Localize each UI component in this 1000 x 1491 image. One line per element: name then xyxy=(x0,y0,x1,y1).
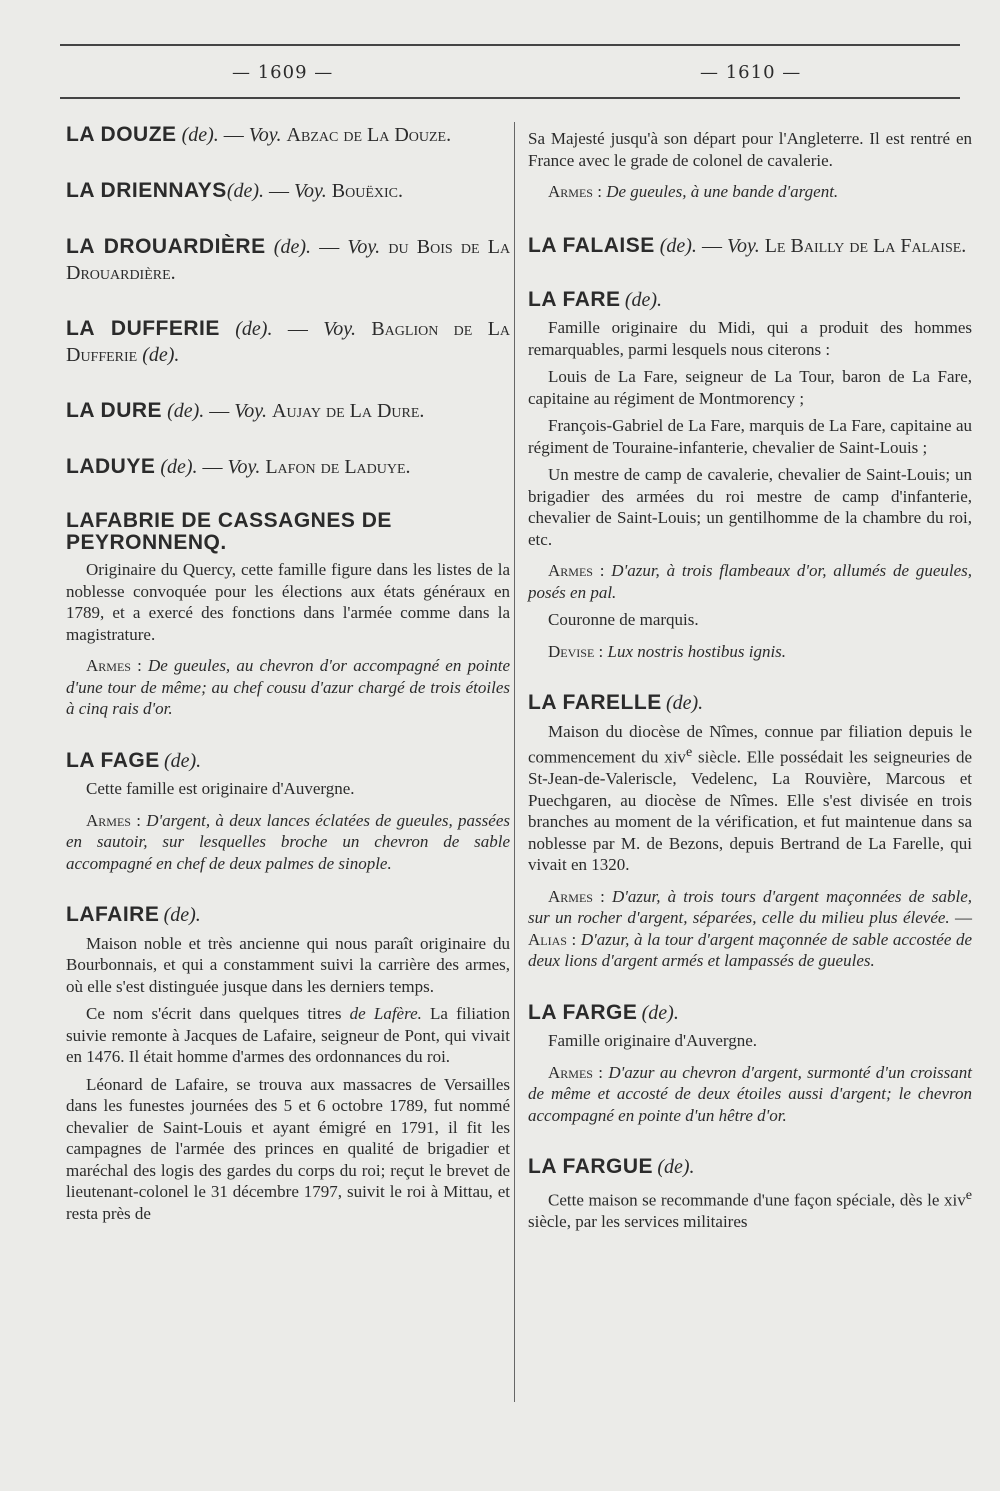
entry-la-driennays: LA DRIENNAYS(de). — Voy. Bouëxic. xyxy=(66,179,404,202)
right-column xyxy=(528,122,972,1262)
entry-name: LA FARE xyxy=(528,287,621,311)
entry-text: Un mestre de camp de cavalerie, chevalier de Saint-Louis; un brigadier des armées du roi mestre de camp d'infanterie, chevalier de Saint-Louis; un gentilhomme de la chambre du roi, etc. xyxy=(528,465,972,549)
entry-armes: Armes : D'azur, à trois flambeaux d'or, allumés de gueules, posés en pal. xyxy=(528,561,972,602)
entry-name: LA FAGE xyxy=(66,748,160,772)
top-rule xyxy=(60,44,960,46)
entry-couronne: Couronne de marquis. xyxy=(548,610,699,629)
entry-name: LA FARGUE xyxy=(528,1155,654,1179)
entry-laduye: LADUYE (de). — Voy. Lafon de Laduye. xyxy=(66,455,411,478)
entry-devise: Devise : Lux nostris hostibus ignis. xyxy=(548,641,787,661)
entry-text: Cette famille est originaire d'Auvergne. xyxy=(86,779,355,798)
column-divider xyxy=(514,122,515,1402)
entry-name: LA DURE xyxy=(66,399,163,422)
continued-entry xyxy=(528,128,972,203)
entry-text: Louis de La Fare, seigneur de La Tour, baron de La Fare, capitaine au régiment de Montmorency ; xyxy=(528,367,972,408)
entry-lafabrie xyxy=(66,510,510,720)
entry-armes: Armes : D'azur, à trois tours d'argent maçonnées de sable, sur un rocher d'argent, séparées, celle du milieu plus élevée. — Alias : D'azur, à la tour d'argent maçonnée de sable accostée de deux lions d'argent armés et lampassés de gueules. xyxy=(528,886,973,971)
entry-name: LAFABRIE DE CASSAGNES DE PEYRONNENQ. xyxy=(66,509,392,554)
entry-name: LA DRIENNAYS xyxy=(66,179,227,202)
entry-name: LADUYE xyxy=(66,455,156,478)
entry-text: François-Gabriel de La Fare, marquis de La Fare, capitaine au régiment de Touraine-infanterie, chevalier de Saint-Louis ; xyxy=(528,416,972,457)
header-rule xyxy=(60,97,960,99)
cross-reference: Baglion de La Dufferie xyxy=(66,318,511,366)
entry-text: Famille originaire du Midi, qui a produit des hommes remarquables, parmi lesquels nous citerons : xyxy=(528,318,972,359)
cross-reference: Le Bailly de La Falaise. xyxy=(764,234,967,257)
entry-name: LA DROUARDIÈRE xyxy=(66,235,266,258)
entry-text: Originaire du Quercy, cette famille figure dans les listes de la noblesse convoquée pour les élections aux états généraux en 1789, et a exercé des fonctions dans l'armée comme dans la magistrature. xyxy=(66,560,510,644)
entry-text: Famille originaire d'Auvergne. xyxy=(548,1031,758,1051)
entry-text: Maison noble et très ancienne qui nous paraît originaire du Bourbonnais, et qui a constamment suivi la carrière des armes, où elle s'est distinguée jusque dans les derniers temps. xyxy=(66,933,510,996)
entry-name: LA FARGE xyxy=(528,1000,638,1024)
entry-la-fage: LA FAGE (de). Cette famille est originaire d'Auvergne. Armes : D'argent, à deux lances éclatées de gueules, passées en sautoir, sur lesquelles broche un chevron de sable accompagné en chef de deux palmes de sinople. xyxy=(66,748,510,873)
entry-la-douze: LA DOUZE (de). — Voy. Abzac de La Douze. xyxy=(66,123,452,146)
entry-name: LA DOUZE xyxy=(66,123,177,146)
cross-reference: du Bois de La Drouardière. xyxy=(66,236,511,284)
page-number-right: — 1610 — xyxy=(700,62,802,83)
entry-la-fargue: LA FARGUE (de). Cette maison se recommande d'une façon spéciale, dès le xiv$^e$ siècle, par les services militaires xyxy=(528,1155,972,1231)
entry-armes: Armes : D'argent, à deux lances éclatées de gueules, passées en sautoir, sur lesquelles broche un chevron de sable accompagné en chef de deux palmes de sinople. xyxy=(66,810,510,873)
left-column xyxy=(66,122,510,1254)
entry-la-fare: LA FARE (de). Famille originaire du Midi, qui a produit des hommes remarquables, parmi lesquels nous citerons : Louis de La Fare, seigneur de La Tour, baron de La Fare, capitaine au régiment de Montmorency ; François-Gabriel de La Fare, marquis de La Fare, capitaine au régiment de Touraine-infanterie, chevalier de Saint-Louis ; Un mestre de camp de cavalerie, chevalier de Saint-Louis; un brigadier des armées du roi mestre de camp d'infanterie, chevalier de Saint-Louis; un gentilhomme de la chambre du roi, etc. Armes : D'azur, à trois flambeaux d'or, allumés de gueules, posés en pal. Couronne de marquis. Devise : Lux nostris hostibus ignis. xyxy=(528,287,972,661)
entry-text: Sa Majesté jusqu'à son départ pour l'Angleterre. Il est rentré en France avec le grade de colonel de cavalerie. xyxy=(528,129,972,170)
entry-la-drouardiere: LA DROUARDIÈRE (de). — Voy. du Bois de La Drouardière. xyxy=(66,235,511,284)
entry-text: Maison du diocèse de Nîmes, connue par filiation depuis le commencement du xiv$^e$ siècle. Elle possédait les seigneuries de St-Jean-de-Valeriscle, Vedelenc, La Rouvière, Marcous et Puechgaren, au diocèse de Nîmes. Elle s'est divisée en trois branches au moment de la vérification, et fut maintenue dans sa noblesse par M. de Bezons, depuis Bertrand de La Farelle, qui vivait en 1320. xyxy=(528,721,973,875)
page-number-left: — 1609 — xyxy=(232,62,334,83)
entry-la-farge: LA FARGE (de). Famille originaire d'Auvergne. Armes : D'azur au chevron d'argent, surmonté d'un croissant de même et accosté de deux étoiles aussi d'argent; le chevron accompagné en pointe d'un hêtre d'or. xyxy=(528,1000,973,1125)
entry-armes: Armes : D'azur au chevron d'argent, surmonté d'un croissant de même et accosté de deux étoiles aussi d'argent; le chevron accompagné en pointe d'un hêtre d'or. xyxy=(528,1062,973,1125)
entry-la-farelle: LA FARELLE (de). Maison du diocèse de Nîmes, connue par filiation depuis le commencement du xiv$^e$ siècle. Elle possédait les seigneuries de St-Jean-de-Valeriscle, Vedelenc, La Rouvière, Marcous et Puechgaren, au diocèse de Nîmes. Elle s'est divisée en trois branches au moment de la vérification, et fut maintenue dans sa noblesse par M. de Bezons, depuis Bertrand de La Farelle, qui vivait en 1320. Armes : D'azur, à trois tours d'argent maçonnées de sable, sur un rocher d'argent, séparées, celle du milieu plus élevée. — Alias : D'azur, à la tour d'argent maçonnée de sable accostée de deux lions d'argent armés et lampassés de gueules. xyxy=(528,691,973,971)
cross-reference: Lafon de Laduye. xyxy=(265,456,411,478)
entry-text: Cette maison se recommande d'une façon spéciale, dès le xiv$^e$ siècle, par les services militaires xyxy=(528,1186,972,1231)
cross-reference: Abzac de La Douze. xyxy=(286,124,452,146)
entry-armes: Armes : De gueules, à une bande d'argent. xyxy=(548,182,839,201)
entry-name: LA FARELLE xyxy=(528,691,662,714)
entry-name: LA FALAISE xyxy=(528,233,655,257)
entry-armes: Armes : De gueules, au chevron d'or accompagné en pointe d'une tour de même; au chef cousu d'azur chargé de trois étoiles à cinq rais d'or. xyxy=(66,656,510,718)
entry-la-dure: LA DURE (de). — Voy. Aujay de La Dure. xyxy=(66,399,425,422)
entry-name: LAFAIRE xyxy=(66,903,160,926)
entry-text: Ce nom s'écrit dans quelques titres de Lafère. La filiation suivie remonte à Jacques de Lafaire, seigneur de Pont, qui vivait en 1476. Il était homme d'armes des ordonnances du roi. xyxy=(66,1004,510,1066)
entry-la-falaise: LA FALAISE (de). — Voy. Le Bailly de La Falaise. xyxy=(528,233,967,257)
cross-reference: Bouëxic. xyxy=(331,180,404,202)
entry-lafaire: LAFAIRE (de). Maison noble et très ancienne qui nous paraît originaire du Bourbonnais, et qui a constamment suivi la carrière des armes, où elle s'est distinguée jusque dans les derniers temps. Ce nom s'écrit dans quelques titres de Lafère. La filiation suivie remonte à Jacques de Lafaire, seigneur de Pont, qui vivait en 1476. Il était homme d'armes des ordonnances du roi. Léonard de Lafaire, se trouva aux massacres de Versailles dans les funestes journées des 5 et 6 octobre 1789, fut nommé chevalier de Saint-Louis et ayant émigré en 1791, il fit les campagnes de l'armée des princes en qualité de brigadier et maréchal des logis des gardes du corps du roi; reçut le brevet de lieutenant-colonel le 31 décembre 1797, suivit le roi à Mittau, et resta près de xyxy=(66,903,510,1223)
entry-name: LA DUFFERIE xyxy=(66,317,220,340)
entry-text: Léonard de Lafaire, se trouva aux massacres de Versailles dans les funestes journées des 5 et 6 octobre 1789, fut nommé chevalier de Saint-Louis et ayant émigré en 1791, il fit les campagnes de l'armée des princes en qualité de brigadier et maréchal des logis des gardes du corps du roi; reçut le brevet de lieutenant-colonel le 31 décembre 1797, suivit le roi à Mittau, et resta près de xyxy=(66,1074,510,1223)
entry-la-dufferie: LA DUFFERIE (de). — Voy. Baglion de La Dufferie (de). xyxy=(66,317,511,366)
cross-reference: Aujay de La Dure. xyxy=(272,400,425,422)
